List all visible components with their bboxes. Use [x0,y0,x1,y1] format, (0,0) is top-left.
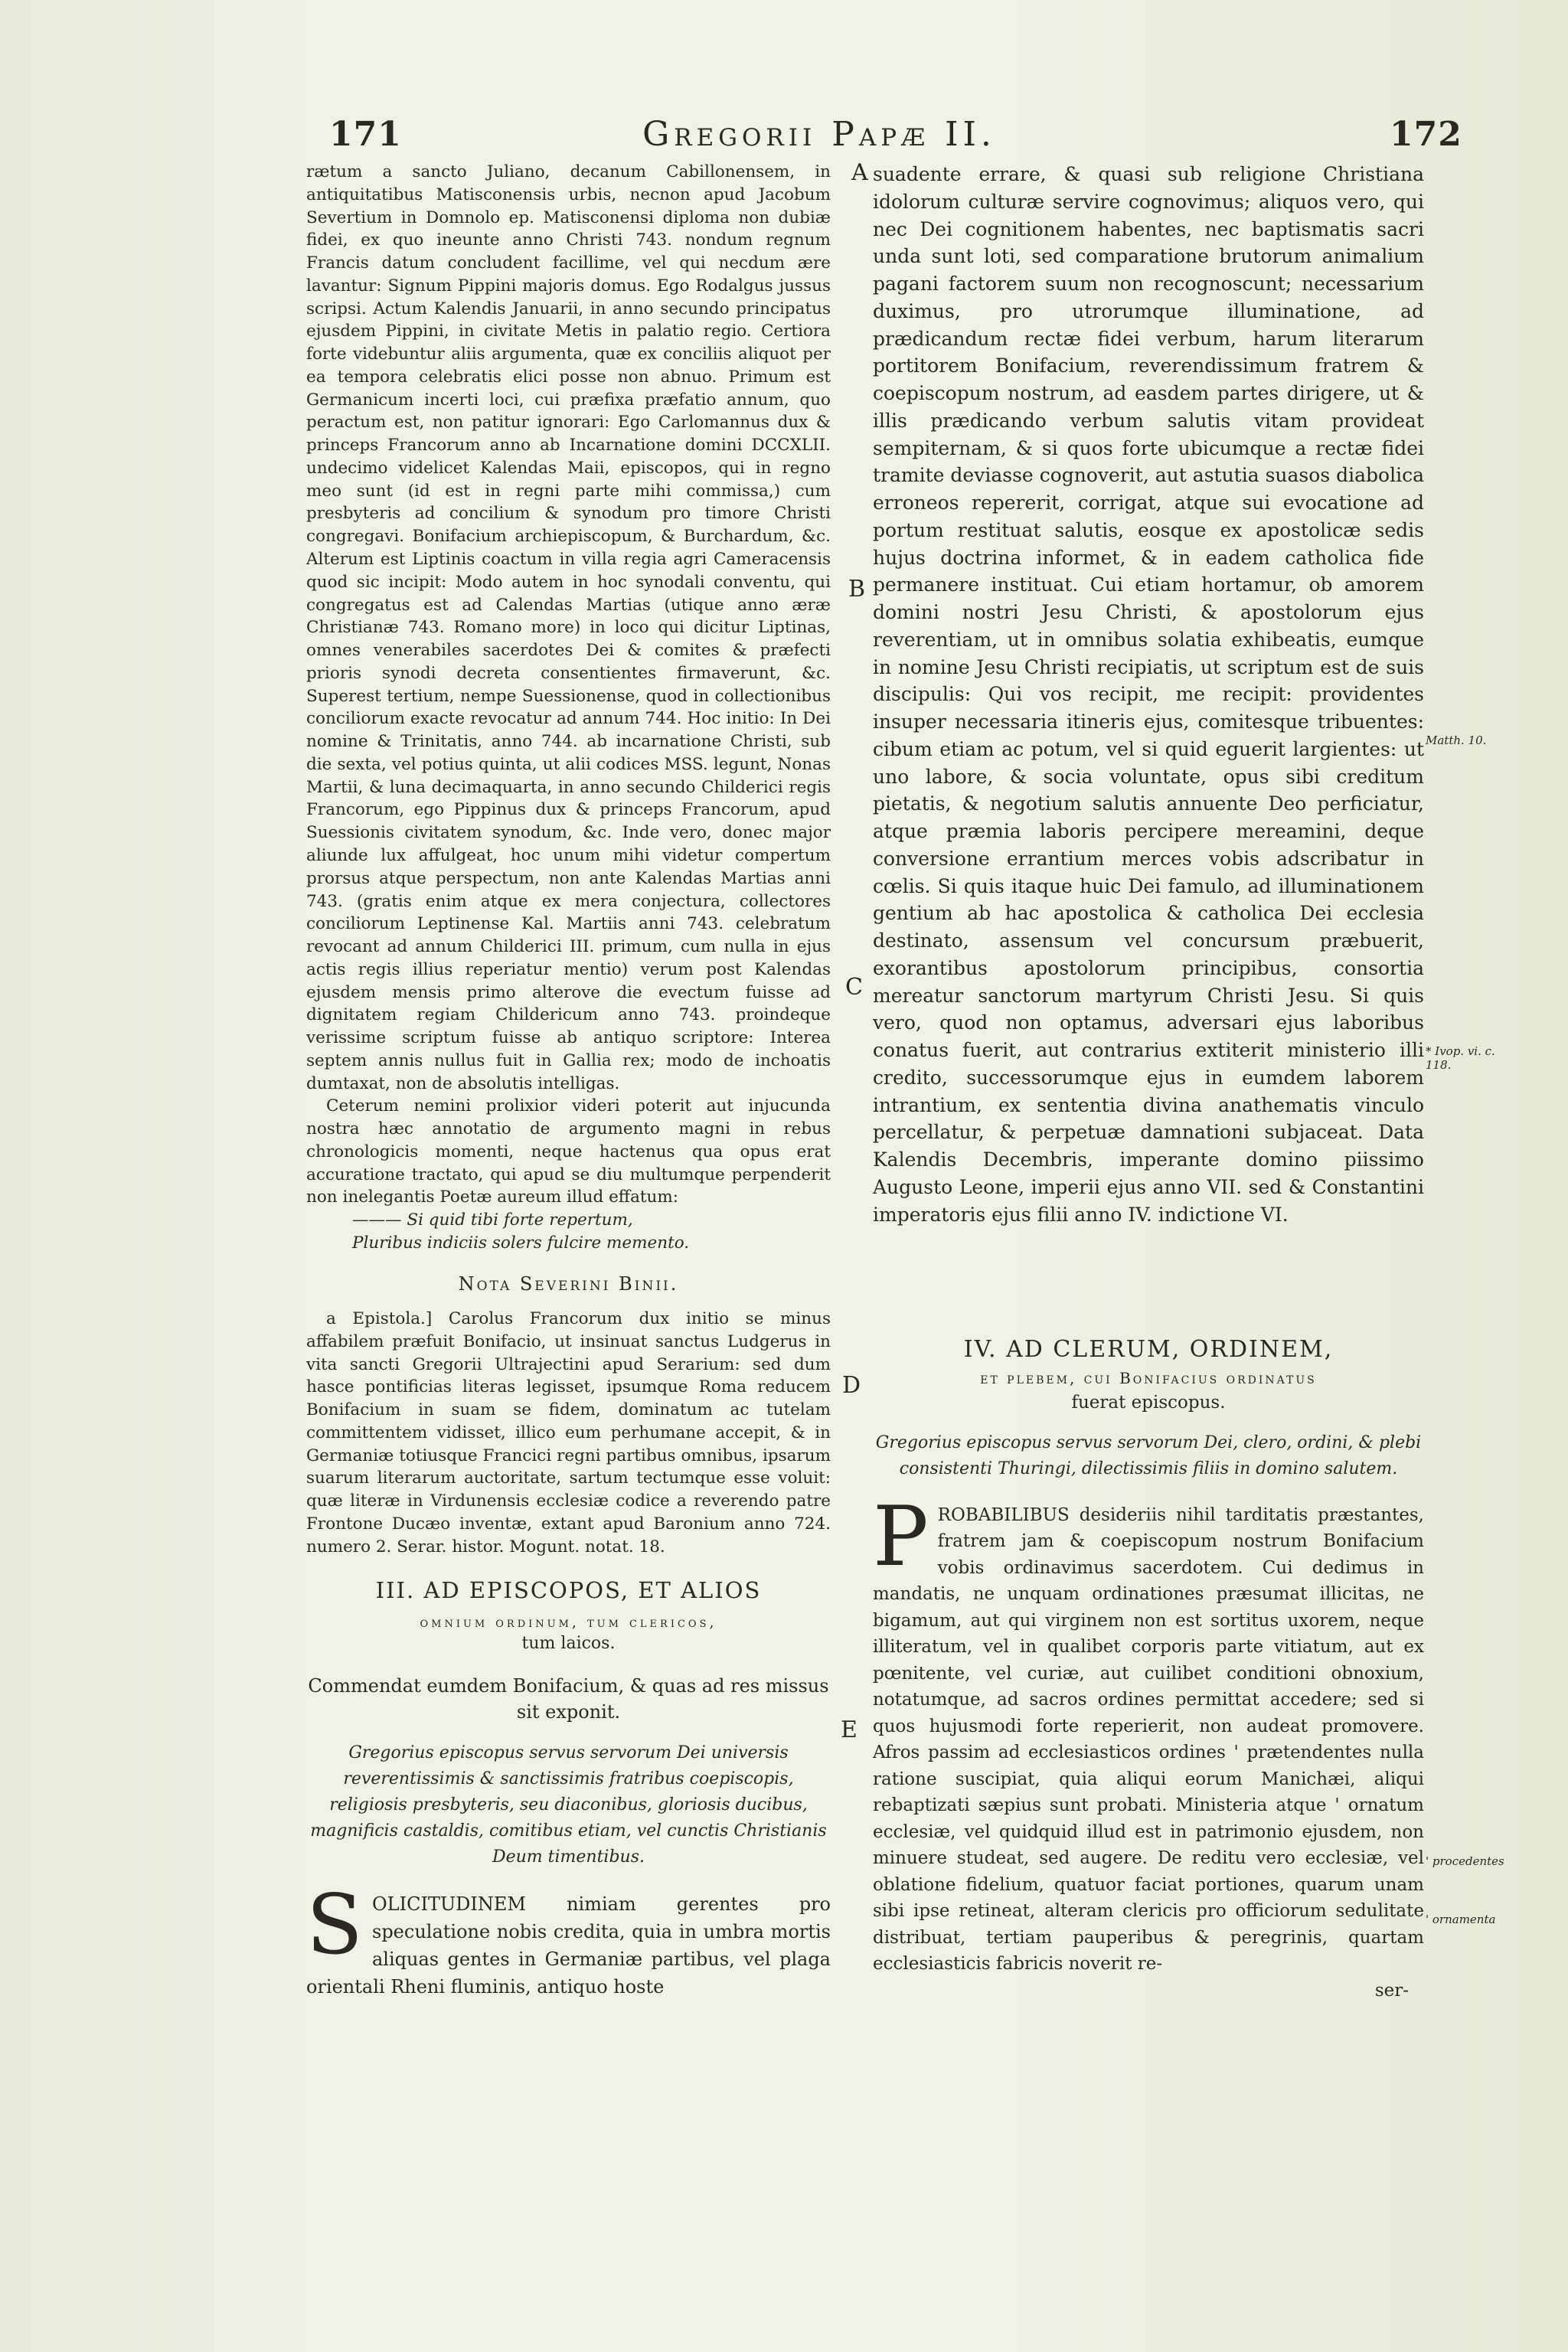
section-iv-body: ROBABILIBUS desideriis nihil tarditatis præstantes, fratrem jam & coepiscopum nostrum Bonifacium vobis ordinavimus sacerdotem. Cui dedimus in mandatis, ne unquam ordinationes præsumat illicitas, ne bigamum, aut qui virginem non est sortitus uxorem, neque illiteratum, vel in qualibet corporis parte vitiatum, aut ex pœnitente, vel curiæ, aut cuilibet conditioni obnoxium, notatumque, ad sacros ordines permittat accedere; sed si quos hujusmodi forte reperierit, non audeat promovere. Afros passim ad ecclesiasticos ordines ' prætendentes nulla ratione suscipiat, quia aliqui eorum Manichæi, aliqui rebaptizati sæpius sunt probati. Ministeria atque ' ornatum ecclesiæ, vel quidquid illud est in patrimonio ejusdem, non minuere studeat, sed augere. De reditu vero ecclesiæ, vel oblatione fidelium, quatuor faciat portiones, quarum unam sibi ipse retineat, alteram clericis pro officiorum sedulitate distribuat, tertiam pauperibus & peregrinis, quartam ecclesiasticis fabricis noverit re- [873,1504,1424,1975]
section-iii-title: III. AD EPISCOPOS, ET ALIOS [375,1577,762,1604]
section-iii-body: OLICITUDINEM nimiam gerentes pro speculatione nobis credita, quia in umbra mortis aliquas gentes in Germaniæ partibus, vel plaga orientali Rheni fluminis, antiquo hoste [306,1893,831,1998]
section-iv-salutation: Gregorius episcopus servus servorum Dei, clero, ordini, & plebi consistenti Thuringi, dilectissimis filiis in domino salutem. [875,1432,1422,1478]
marker-d: D [842,1372,861,1399]
section-iv-title: IV. AD CLERUM, ORDINEM, [963,1336,1334,1363]
margin-note-procedentes: ' procedentes [1426,1854,1504,1868]
right-column [873,161,1424,1228]
left-paragraph-2: Ceterum nemini prolixior videri poterit aut injucunda nostra hæc annotatio de argumento magni in rebus chronologicis momenti, neque hactenus qua opus erat accuratione tractato, qui apud se diu multumque perpenderit non inelegantis Poetæ aureum illud effatum: [306,1096,831,1207]
section-iv-subtitle-2: fuerat episcopus. [1071,1393,1226,1413]
left-paragraph-1: rætum a sancto Juliano, decanum Cabillonensem, in antiquitatibus Matisconensis urbis, necnon apud Jacobum Severtium in Domnolo ep. Matisconensi diploma non dubiæ fidei, ex quo ineunte anno Christi 743. nondum regnum Francis datum concludent facillime, vel qui necdum ære lavantur: Signum Pippini majoris domus. Ego Rodalgus jussus scripsi. Actum Kalendis Januarii, in anno secundo principatus ejusdem Pippini, in civitate Metis in palatio regio. Certiora forte videbuntur aliis argumenta, quæ ex conciliis aliquot per ea tempora celebratis elici posse non abnuo. Primum est Germanicum incerti loci, cui præfixa præfatio annum, quo peractum est, non patitur ignorari: Ego Carlomannus dux & princeps Francorum anno ab Incarnatione domini DCCXLII. undecimo videlicet Kalendas Maii, episcopos, qui in regno meo sunt (id est in regni parte mihi commissa,) cum presbyteris ad concilium & synodum pro timore Christi congregavi. Bonifacium archiepiscopum, & Burchardum, &c. Alterum est Liptinis coactum in villa regia agri Cameracensis quod sic incipit: Modo autem in hoc synodali conventu, qui congregatus est ad Calendas Martias (utique anno æræ Christianæ 743. Romano more) in loco qui dicitur Liptinas, omnes venerabiles sacerdotes Dei & comites & præfecti prioris synodi decreta consentientes firmaverunt, &c. Superest tertium, nempe Suessionense, quod in collectionibus conciliorum exacte revocatur ad annum 744. Hoc initio: In Dei nomine & Trinitatis, anno 744. ab incarnatione Christi, sub die sexta, vel potius quinta, ut alii codices MSS. legunt, Nonas Martii, & luna decimaquarta, in anno secundo Childerici regis Francorum, ego Pippinus dux & princeps Francorum, apud Suessionis civitatem synodum, &c. Inde vero, donec major aliunde lux affulgeat, hoc unum mihi videtur compertum prorsus atque perspectum, non ante Kalendas Martias anni 743. (gratis enim atque ex mera conjectura, collectores conciliorum Leptinense Kal. Martiis anni 743. celebratum revocant ad annum Childerici III. primum, cum nulla in ejus actis regis illius reperiatur mentio) verum post Kalendas ejusdem mensis primo alterove die evectum fuisse ad dignitatem regiam Childericum anno 743. proindeque verissime scriptum fuisse ab antiquo scriptore: Interea septem annis nullus fuit in Gallia rex; modo de inchoatis dumtaxat, non de absolutis intelligas. [306,162,831,1093]
section-iii-salutation: Gregorius episcopus servus servorum Dei universis reverentissimis & sanctissimis fratribus coepiscopis, religiosis presbyteris, seu diaconibus, gloriosis ducibus, magnificis castaldis, comitibus etiam, vel cunctis Christianis Deum timentibus. [310,1743,827,1867]
section-iii-summary: Commendat eumdem Bonifacium, & quas ad res missus sit exponit. [308,1675,829,1723]
margin-note-ornamenta: ' ornamenta [1426,1913,1496,1926]
margin-note-ivop: * Ivop. vi. c. 118. [1426,1044,1495,1072]
right-paragraph-1: suadente errare, & quasi sub religione Christiana idolorum culturæ servire cognovimus; aliquos vero, qui nec Dei cognitionem habentes, nec baptismatis sacri unda sunt loti, sed comparatione brutorum animalium pagani factorem suum non recognoscunt; necessarium duximus, pro utrorumque illuminatione, ad prædicandum rectæ fidei verbum, harum literarum portitorem Bonifacium, reverendissimum fratrem & coepiscopum nostrum, ad easdem partes dirigere, ut & illis prædicando verbum salutis vitam provideat sempiternam, & si quos forte ubicumque a rectæ fidei tramite deviasse cognoverit, aut astutia suasos diabolica erroneos repererit, corrigat, atque sui evocatione ad portum restituat salutis, eosque ex apostolicæ sedis hujus doctrina informet, & in eadem catholica fide permanere instituat. Cui etiam hortamur, ob amorem domini nostri Jesu Christi, & apostolorum ejus reverentiam, ut in omnibus solatia exhibeatis, eumque in nomine Jesu Christi recipiatis, ut scriptum est de suis discipulis: Qui vos recipit, me recipit: providentes insuper necessaria itineris ejus, comitesque tribuentes: cibum etiam ac potum, vel si quid eguerit largientes: ut uno labore, & socia voluntate, opus sibi creditum pietatis, & negotium salutis annuente Deo perficiatur, atque præmia laboris percipere mereamini, deque conversione errantium merces vobis adscribatur in cœlis. Si quis itaque huic Dei famulo, ad illuminationem gentium ab hac apostolica & catholica Dei ecclesia destinato, assensum vel concursum præbuerit, exorantibus apostolorum principibus, consortia mereatur sanctorum martyrum Christi Jesu. Si quis vero, quod non optamus, adversari ejus laboribus conatus fuerit, aut contrarius extiterit ministerio illi credito, successorumque ejus in eumdem laborem intrantium, ex sententia divina anathematis vinculo percellatur, & perpetuæ damnationi subjaceat. Data Kalendis Decembris, imperante domino piissimo Augusto Leone, imperii ejus anno VII. sed & Constantini imperatoris ejus filii anno IV. indictione VI. [873,163,1424,1226]
section-iii-subtitle: omnium ordinum, tum clericos, [420,1613,717,1631]
left-page-number: 171 [329,115,402,154]
marker-c: C [845,974,863,1001]
marker-a: A [851,159,868,186]
poem-line-1: ——— Si quid tibi forte repertum, [352,1210,633,1230]
marker-b: B [848,576,866,603]
catchword: ser- [1374,1980,1409,2001]
dropcap-s: S [306,1877,363,1974]
section-iv-subtitle: et plebem, cui Bonifacius ordinatus [980,1369,1317,1387]
left-column [306,161,831,2001]
right-column-section-iv [873,1332,1424,2004]
margin-note-matth: Matth. 10. [1426,733,1487,747]
marker-e: E [841,1717,858,1743]
section-iii-subtitle-2: tum laicos. [521,1633,616,1653]
right-page-number: 172 [1390,115,1462,154]
poem-line-2: Pluribus indiciis solers fulcire memento. [352,1233,690,1253]
note-text: a Epistola.] Carolus Francorum dux initio se minus affabilem præfuit Bonifacio, ut insinuat sanctus Ludgerus in vita sancti Gregorii Ultrajectini apud Serarium: sed dum hasce pontificias literas legisset, ipsumque Roma reducem Bonifacium in suam se fidem, dominatum ac tutelam committentem vidisset, illico eum perhumane accepit, & in Germaniæ totiusque Francici regni partibus omnibus, ipsarum suarum literarum auctoritate, sartum tectumque esse voluit: quæ literæ in Virdunensis ecclesiæ codice a reverendo patre Frontone Ducæo inventæ, extant apud Baronium anno 724. numero 2. Serar. histor. Mogunt. notat. 18. [306,1308,831,1557]
dropcap-p: P [873,1488,929,1585]
note-heading: Nota Severini Binii. [458,1272,679,1295]
running-title: Gregorii Papæ II. [642,115,996,154]
